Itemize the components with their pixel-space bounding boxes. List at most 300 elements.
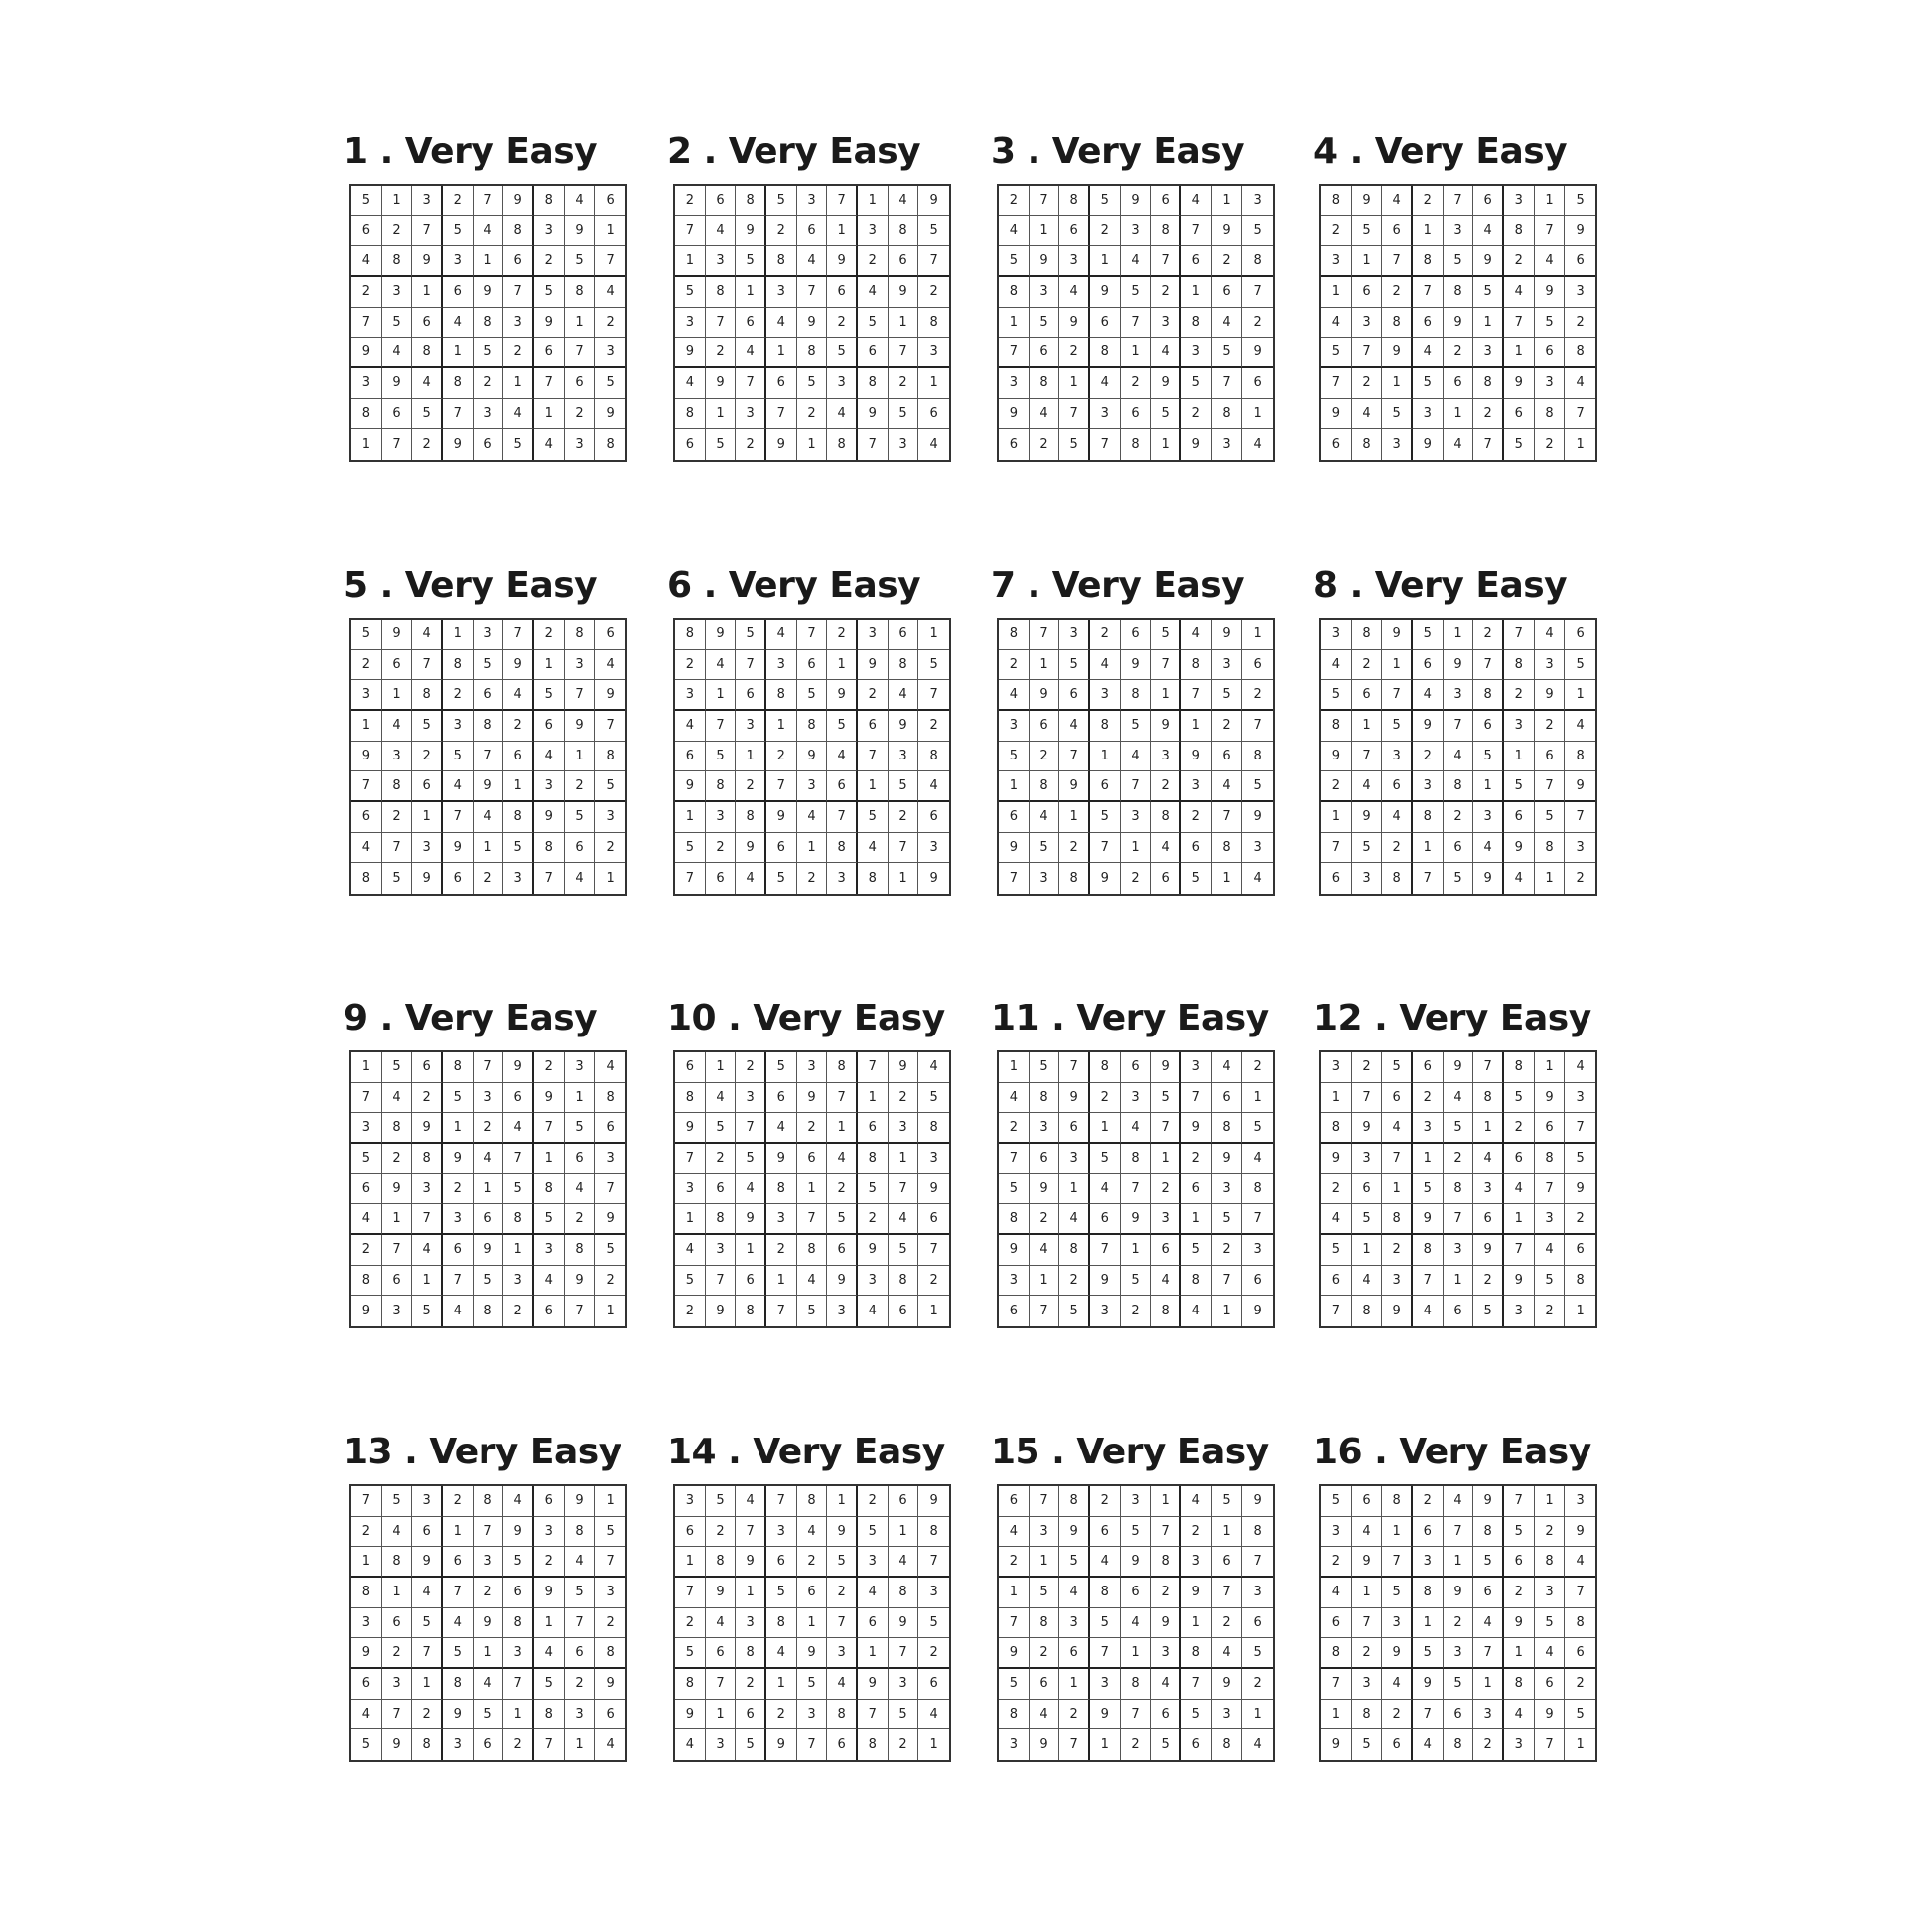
sudoku-cell: 9: [1090, 863, 1121, 894]
sudoku-cell: 9: [595, 680, 625, 711]
sudoku-cell: 7: [827, 802, 858, 833]
sudoku-cell: 2: [1382, 833, 1413, 864]
sudoku-cell: 2: [1090, 216, 1121, 247]
sudoku-cell: 9: [1030, 1729, 1060, 1760]
sudoku-cell: 7: [534, 368, 565, 399]
sudoku-cell: 5: [1382, 1578, 1413, 1608]
sudoku-cell: 7: [1352, 338, 1383, 368]
sudoku-cell: 8: [351, 1266, 382, 1297]
sudoku-cell: 5: [766, 1052, 797, 1083]
sudoku-cell: 5: [1444, 1113, 1474, 1144]
sudoku-cell: 7: [706, 1266, 737, 1297]
sudoku-cell: 6: [675, 429, 706, 460]
sudoku-cell: 9: [351, 1638, 382, 1669]
sudoku-cell: 6: [1473, 1578, 1504, 1608]
sudoku-cell: 6: [1352, 680, 1383, 711]
sudoku-cell: 6: [565, 833, 596, 864]
sudoku-cell: 3: [412, 833, 443, 864]
sudoku-cell: 7: [766, 771, 797, 802]
sudoku-cell: 8: [889, 650, 919, 681]
sudoku-cell: 5: [1565, 186, 1595, 216]
sudoku-cell: 1: [1352, 1578, 1383, 1608]
sudoku-cell: 4: [1352, 1266, 1383, 1297]
sudoku-cell: 3: [1413, 771, 1444, 802]
sudoku-cell: 6: [918, 1669, 949, 1700]
sudoku-cell: 9: [1151, 711, 1181, 742]
sudoku-cell: 7: [827, 1608, 858, 1639]
sudoku-cell: 4: [766, 620, 797, 650]
sudoku-cell: 2: [889, 802, 919, 833]
sudoku-cell: 9: [534, 1083, 565, 1114]
sudoku-cell: 6: [827, 771, 858, 802]
sudoku-cell: 2: [1121, 1729, 1152, 1760]
sudoku-cell: 8: [606, 437, 615, 453]
sudoku-cell: 1: [736, 277, 766, 308]
sudoku-cell: 9: [1212, 1669, 1243, 1700]
sudoku-cell: 9: [1242, 802, 1273, 833]
sudoku-cell: 3: [443, 1204, 474, 1235]
sudoku-cell: 6: [889, 1296, 919, 1326]
sudoku-cell: 6: [1413, 1052, 1444, 1083]
sudoku-cell: 5: [1181, 368, 1212, 399]
sudoku-cell: 5: [889, 399, 919, 430]
sudoku-cell: 9: [443, 833, 474, 864]
sudoku-cell: 4: [503, 399, 534, 430]
sudoku-cell: 3: [1181, 771, 1212, 802]
sudoku-cell: 8: [1504, 1669, 1535, 1700]
sudoku-cell: 3: [858, 620, 889, 650]
sudoku-cell: 4: [382, 711, 413, 742]
sudoku-cell: 5: [1565, 1700, 1595, 1730]
sudoku-cell: 7: [1413, 863, 1444, 894]
sudoku-cell: 4: [1413, 680, 1444, 711]
sudoku-cell: 1: [595, 216, 625, 247]
sudoku-cell: 3: [1212, 1174, 1243, 1205]
sudoku-cell: 6: [443, 277, 474, 308]
sudoku-cell: 6: [858, 1608, 889, 1639]
sudoku-cell: 6: [1382, 1729, 1413, 1760]
sudoku-cell: 6: [534, 1296, 565, 1326]
sudoku-cell: 5: [1473, 1296, 1504, 1326]
sudoku-cell: 6: [1059, 1113, 1090, 1144]
sudoku-cell: 8: [858, 863, 889, 894]
sudoku-cell: 4: [1382, 1113, 1413, 1144]
sudoku-cell: 1: [1352, 246, 1383, 277]
sudoku-cell: 7: [1444, 186, 1474, 216]
sudoku-cell: 4: [797, 246, 828, 277]
sudoku-cell: 3: [827, 1638, 858, 1669]
sudoku-cell: 5: [918, 1083, 949, 1114]
sudoku-cell: 1: [797, 429, 828, 460]
sudoku-cell: 3: [534, 1235, 565, 1266]
sudoku-cell: 4: [474, 216, 504, 247]
sudoku-cell: 2: [595, 308, 625, 339]
sudoku-cell: 7: [474, 742, 504, 772]
sudoku-cell: 5: [503, 1547, 534, 1578]
sudoku-cell: 5: [382, 308, 413, 339]
sudoku-cell: 1: [1504, 1638, 1535, 1669]
sudoku-cell: 9: [827, 680, 858, 711]
sudoku-cell: 5: [1444, 246, 1474, 277]
sudoku-cell: 8: [797, 711, 828, 742]
sudoku-cell: 6: [1352, 1486, 1383, 1517]
sudoku-cell: 4: [1181, 1486, 1212, 1517]
sudoku-puzzle-7: [991, 566, 1279, 896]
sudoku-cell: 1: [1576, 1304, 1585, 1319]
sudoku-cell: 2: [1382, 1700, 1413, 1730]
sudoku-cell: 3: [1059, 246, 1090, 277]
sudoku-cell: 1: [766, 1669, 797, 1700]
sudoku-cell: 2: [918, 1638, 949, 1669]
sudoku-cell: 7: [1151, 246, 1181, 277]
sudoku-cell: 3: [565, 1052, 596, 1083]
sudoku-cell: 7: [1151, 1517, 1181, 1548]
sudoku-cell: 8: [1090, 1052, 1121, 1083]
sudoku-cell: 9: [706, 368, 737, 399]
sudoku-cell: 1: [797, 833, 828, 864]
sudoku-cell: 2: [1181, 399, 1212, 430]
sudoku-cell: 4: [412, 368, 443, 399]
sudoku-cell: 4: [999, 1083, 1030, 1114]
sudoku-cell: 6: [1151, 863, 1181, 894]
sudoku-cell: 1: [1030, 1266, 1060, 1297]
sudoku-cell: 6: [503, 1578, 534, 1608]
sudoku-cell: 4: [827, 742, 858, 772]
sudoku-cell: 9: [1413, 711, 1444, 742]
sudoku-cell: 1: [889, 863, 919, 894]
sudoku-puzzle-12: [1313, 999, 1601, 1328]
sudoku-cell: 3: [736, 399, 766, 430]
sudoku-cell: 4: [1352, 771, 1383, 802]
sudoku-cell: 2: [1535, 1296, 1566, 1326]
sudoku-grid: [997, 184, 1275, 462]
sudoku-cell: 9: [595, 399, 625, 430]
sudoku-cell: 5: [858, 1517, 889, 1548]
sudoku-cell: 5: [1473, 1547, 1504, 1578]
sudoku-cell: 1: [443, 620, 474, 650]
sudoku-cell: 5: [1444, 1669, 1474, 1700]
sudoku-cell: 2: [565, 1669, 596, 1700]
sudoku-cell: 7: [766, 1296, 797, 1326]
sudoku-cell: 4: [706, 1608, 737, 1639]
sudoku-cell: 3: [1504, 1296, 1535, 1326]
sudoku-cell: 6: [1321, 1266, 1352, 1297]
sudoku-cell: 7: [412, 1638, 443, 1669]
puzzle-title: 12 . Very Easy: [1313, 998, 1591, 1038]
sudoku-cell: 6: [412, 771, 443, 802]
sudoku-cell: 1: [382, 1578, 413, 1608]
sudoku-cell: 7: [706, 711, 737, 742]
sudoku-cell: 3: [1444, 1235, 1474, 1266]
sudoku-cell: 6: [797, 216, 828, 247]
sudoku-cell: 7: [1121, 1700, 1152, 1730]
sudoku-cell: 3: [675, 308, 706, 339]
sudoku-cell: 4: [1504, 1174, 1535, 1205]
sudoku-cell: 3: [382, 1296, 413, 1326]
sudoku-cell: 6: [474, 680, 504, 711]
sudoku-cell: 4: [351, 1204, 382, 1235]
sudoku-cell: 4: [534, 742, 565, 772]
sudoku-grid: [349, 1484, 627, 1762]
sudoku-cell: 1: [889, 1517, 919, 1548]
sudoku-cell: 5: [474, 338, 504, 368]
sudoku-cell: 2: [797, 1113, 828, 1144]
sudoku-cell: 5: [1382, 399, 1413, 430]
sudoku-cell: 2: [918, 277, 949, 308]
sudoku-cell: 9: [412, 863, 443, 894]
sudoku-cell: 3: [766, 650, 797, 681]
sudoku-cell: 3: [999, 711, 1030, 742]
sudoku-cell: 3: [1090, 399, 1121, 430]
sudoku-cell: 5: [675, 1638, 706, 1669]
sudoku-cell: 7: [412, 1204, 443, 1235]
sudoku-cell: 5: [1121, 711, 1152, 742]
sudoku-cell: 5: [889, 1700, 919, 1730]
sudoku-cell: 2: [1473, 399, 1504, 430]
sudoku-cell: 1: [351, 1547, 382, 1578]
sudoku-cell: 6: [1030, 338, 1060, 368]
sudoku-cell: 9: [889, 1052, 919, 1083]
sudoku-cell: 4: [595, 1052, 625, 1083]
sudoku-cell: 1: [706, 680, 737, 711]
sudoku-cell: 5: [1212, 680, 1243, 711]
sudoku-cell: 4: [1321, 650, 1352, 681]
sudoku-cell: 9: [503, 650, 534, 681]
sudoku-cell: 1: [1242, 1700, 1273, 1730]
sudoku-cell: 9: [675, 1113, 706, 1144]
sudoku-cell: 7: [827, 186, 858, 216]
sudoku-cell: 7: [858, 742, 889, 772]
sudoku-cell: 6: [1444, 833, 1474, 864]
sudoku-cell: 2: [675, 650, 706, 681]
sudoku-grid: [997, 1050, 1275, 1328]
sudoku-cell: 4: [1413, 338, 1444, 368]
sudoku-cell: 9: [797, 1638, 828, 1669]
sudoku-cell: 8: [351, 399, 382, 430]
sudoku-cell: 3: [889, 1669, 919, 1700]
sudoku-cell: 9: [858, 1669, 889, 1700]
sudoku-cell: 3: [1473, 802, 1504, 833]
sudoku-cell: 2: [1059, 1266, 1090, 1297]
sudoku-cell: 2: [1030, 1638, 1060, 1669]
sudoku-cell: 8: [1321, 1113, 1352, 1144]
sudoku-puzzle-9: [344, 999, 631, 1328]
sudoku-cell: 6: [412, 308, 443, 339]
sudoku-cell: 2: [1444, 1144, 1474, 1174]
sudoku-cell: 3: [999, 1729, 1030, 1760]
sudoku-cell: 8: [1473, 368, 1504, 399]
sudoku-cell: 6: [565, 1638, 596, 1669]
sudoku-cell: 2: [736, 1052, 766, 1083]
sudoku-cell: 5: [412, 1608, 443, 1639]
sudoku-cell: 2: [1413, 186, 1444, 216]
sudoku-grid: [673, 1050, 951, 1328]
sudoku-cell: 9: [1565, 771, 1595, 802]
sudoku-cell: 2: [1181, 802, 1212, 833]
sudoku-cell: 5: [1413, 1174, 1444, 1205]
sudoku-cell: 6: [999, 1296, 1030, 1326]
sudoku-cell: 3: [412, 186, 443, 216]
sudoku-cell: 3: [1382, 1608, 1413, 1639]
sudoku-cell: 2: [1321, 216, 1352, 247]
sudoku-cell: 4: [858, 833, 889, 864]
sudoku-cell: 8: [675, 1083, 706, 1114]
sudoku-cell: 2: [1444, 338, 1474, 368]
sudoku-cell: 5: [595, 368, 625, 399]
sudoku-cell: 7: [1242, 277, 1273, 308]
sudoku-cell: 9: [766, 1729, 797, 1760]
sudoku-cell: 7: [797, 1729, 828, 1760]
sudoku-cell: 1: [412, 1669, 443, 1700]
sudoku-cell: 2: [534, 246, 565, 277]
sudoku-cell: 8: [706, 277, 737, 308]
sudoku-cell: 6: [1242, 1266, 1273, 1297]
sudoku-cell: 4: [1444, 742, 1474, 772]
sudoku-cell: 1: [1212, 1517, 1243, 1548]
sudoku-cell: 7: [503, 1144, 534, 1174]
sudoku-cell: 8: [1535, 833, 1566, 864]
sudoku-cell: 6: [797, 1578, 828, 1608]
sudoku-cell: 8: [1535, 1547, 1566, 1578]
sudoku-cell: 7: [766, 399, 797, 430]
sudoku-cell: 1: [889, 308, 919, 339]
sudoku-cell: 7: [797, 277, 828, 308]
sudoku-cell: 4: [1473, 833, 1504, 864]
sudoku-cell: 2: [1151, 771, 1181, 802]
sudoku-cell: 5: [503, 833, 534, 864]
sudoku-cell: 2: [1242, 308, 1273, 339]
sudoku-cell: 7: [1030, 1486, 1060, 1517]
sudoku-cell: 2: [1181, 1144, 1212, 1174]
sudoku-cell: 9: [534, 802, 565, 833]
sudoku-cell: 7: [1030, 1296, 1060, 1326]
sudoku-cell: 3: [1413, 1113, 1444, 1144]
sudoku-cell: 4: [918, 771, 949, 802]
sudoku-cell: 3: [1413, 1547, 1444, 1578]
sudoku-cell: 8: [1504, 216, 1535, 247]
sudoku-cell: 8: [797, 1486, 828, 1517]
sudoku-cell: 2: [706, 833, 737, 864]
sudoku-cell: 1: [1352, 1235, 1383, 1266]
sudoku-cell: 6: [797, 650, 828, 681]
sudoku-cell: 2: [827, 308, 858, 339]
sudoku-cell: 1: [412, 277, 443, 308]
sudoku-cell: 6: [858, 338, 889, 368]
sudoku-cell: 4: [999, 216, 1030, 247]
sudoku-cell: 2: [766, 1700, 797, 1730]
sudoku-cell: 5: [503, 1174, 534, 1205]
sudoku-cell: 4: [1444, 1083, 1474, 1114]
sudoku-cell: 8: [766, 1174, 797, 1205]
sudoku-cell: 6: [1382, 771, 1413, 802]
sudoku-cell: 8: [443, 1052, 474, 1083]
sudoku-cell: 9: [565, 1266, 596, 1297]
sudoku-cell: 4: [1212, 1638, 1243, 1669]
sudoku-cell: 3: [675, 1174, 706, 1205]
sudoku-cell: 7: [1535, 771, 1566, 802]
sudoku-cell: 5: [443, 742, 474, 772]
sudoku-cell: 5: [1413, 1638, 1444, 1669]
sudoku-cell: 7: [1413, 1700, 1444, 1730]
sudoku-cell: 4: [675, 1235, 706, 1266]
sudoku-cell: 5: [1181, 863, 1212, 894]
sudoku-cell: 4: [675, 711, 706, 742]
sudoku-cell: 1: [1151, 680, 1181, 711]
sudoku-cell: 6: [443, 1235, 474, 1266]
sudoku-cell: 1: [534, 1144, 565, 1174]
sudoku-cell: 6: [1181, 1174, 1212, 1205]
sudoku-cell: 3: [1473, 1700, 1504, 1730]
sudoku-cell: 8: [534, 1174, 565, 1205]
sudoku-cell: 5: [534, 1669, 565, 1700]
sudoku-cell: 3: [706, 1235, 737, 1266]
sudoku-cell: 8: [412, 680, 443, 711]
sudoku-cell: 1: [1059, 368, 1090, 399]
sudoku-cell: 8: [351, 1578, 382, 1608]
sudoku-cell: 3: [412, 1486, 443, 1517]
sudoku-cell: 5: [1504, 771, 1535, 802]
sudoku-cell: 4: [1059, 711, 1090, 742]
sudoku-cell: 5: [565, 1578, 596, 1608]
sudoku-cell: 1: [534, 1608, 565, 1639]
sudoku-cell: 3: [1535, 650, 1566, 681]
sudoku-cell: 2: [1535, 1517, 1566, 1548]
sudoku-cell: 2: [443, 1174, 474, 1205]
sudoku-cell: 9: [1059, 1083, 1090, 1114]
sudoku-cell: 7: [1504, 1235, 1535, 1266]
sudoku-cell: 6: [382, 399, 413, 430]
puzzle-title: 11 . Very Easy: [991, 998, 1269, 1038]
sudoku-cell: 5: [918, 216, 949, 247]
sudoku-cell: 3: [889, 742, 919, 772]
sudoku-cell: 6: [1121, 1052, 1152, 1083]
sudoku-cell: 6: [999, 1486, 1030, 1517]
sudoku-cell: 5: [1565, 1144, 1595, 1174]
sudoku-cell: 9: [1504, 833, 1535, 864]
sudoku-cell: 1: [827, 1113, 858, 1144]
sudoku-cell: 9: [858, 399, 889, 430]
sudoku-cell: 1: [675, 1547, 706, 1578]
sudoku-cell: 8: [1352, 429, 1383, 460]
sudoku-grid: [1319, 618, 1597, 896]
sudoku-cell: 2: [858, 1204, 889, 1235]
sudoku-cell: 1: [443, 338, 474, 368]
sudoku-cell: 1: [1242, 399, 1273, 430]
sudoku-cell: 4: [1504, 863, 1535, 894]
sudoku-cell: 9: [999, 833, 1030, 864]
sudoku-cell: 1: [474, 246, 504, 277]
sudoku-cell: 6: [797, 1144, 828, 1174]
sudoku-cell: 8: [827, 429, 858, 460]
sudoku-cell: 9: [1413, 1669, 1444, 1700]
sudoku-cell: 3: [1565, 1486, 1595, 1517]
sudoku-cell: 6: [1413, 308, 1444, 339]
sudoku-cell: 8: [1352, 1296, 1383, 1326]
sudoku-cell: 3: [1321, 1517, 1352, 1548]
sudoku-cell: 8: [766, 680, 797, 711]
sudoku-cell: 5: [1090, 186, 1121, 216]
sudoku-cell: 4: [1382, 186, 1413, 216]
sudoku-cell: 4: [351, 833, 382, 864]
sudoku-cell: 8: [1473, 1083, 1504, 1114]
sudoku-cell: 7: [999, 1608, 1030, 1639]
sudoku-cell: 7: [999, 1144, 1030, 1174]
sudoku-cell: 7: [736, 368, 766, 399]
sudoku-puzzle-8: [1313, 566, 1601, 896]
sudoku-cell: 8: [351, 863, 382, 894]
sudoku-cell: 9: [1382, 620, 1413, 650]
sudoku-cell: 5: [1030, 1052, 1060, 1083]
